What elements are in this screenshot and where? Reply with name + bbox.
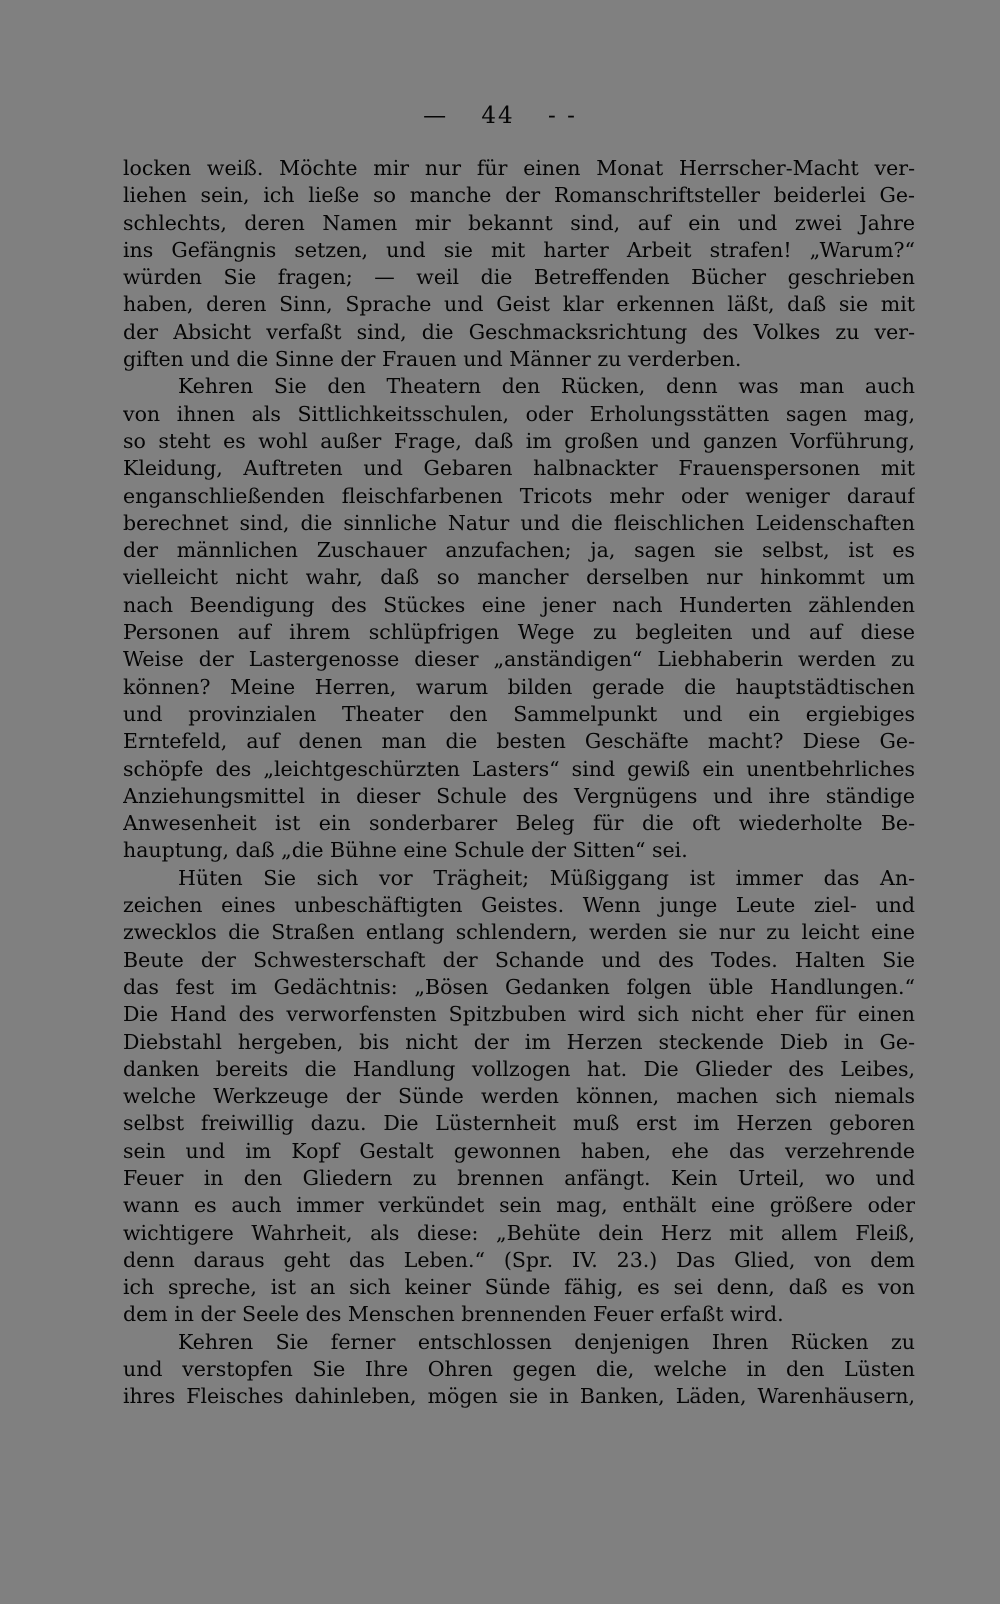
text-line: Kehren Sie ferner entschlossen denjenigen Ihren Rücken zu (178, 1329, 915, 1354)
text-line: und provinzialen Theater den Sammelpunkt und ein ergiebiges (123, 701, 915, 726)
text-line: würden Sie fragen; — weil die Betreffenden Bücher geschrieben (123, 265, 915, 290)
text-line: zeichen eines unbeschäftigten Geistes. Wenn junge Leute ziel- und (123, 893, 915, 918)
text-line: Anziehungsmittel in dieser Schule des Vergnügens und ihre ständige (123, 783, 915, 808)
body-text (123, 155, 915, 1411)
text-line: Anwesenheit ist ein sonderbarer Beleg für die oft wiederholte Be- (123, 811, 915, 836)
text-line: giften und die Sinne der Frauen und Männer zu verderben. (123, 347, 742, 372)
text-line: berechnet sind, die sinnliche Natur und die fleischlichen Leidenschaften (123, 510, 915, 535)
text-line: Erntefeld, auf denen man die besten Geschäfte macht? Diese Ge- (123, 729, 915, 754)
text-line: Hüten Sie sich vor Trägheit; Müßiggang ist immer das An- (178, 865, 915, 890)
text-line: locken weiß. Möchte mir nur für einen Monat Herrscher-Macht ver- (123, 156, 915, 180)
text-line: vielleicht nicht wahr, daß so mancher derselben nur hinkommt um (123, 565, 915, 590)
text-line: Personen auf ihrem schlüpfrigen Wege zu begleiten und auf diese (123, 620, 915, 645)
text-line: Kehren Sie den Theatern den Rücken, denn was man auch (178, 374, 915, 399)
text-line: das fest im Gedächtnis: „Bösen Gedanken folgen üble Handlungen.“ (123, 974, 915, 999)
text-line: nach Beendigung des Stückes eine jener nach Hunderten zählenden (123, 592, 915, 617)
page-header (0, 103, 1000, 129)
text-line: sein und im Kopf Gestalt gewonnen haben, ehe das verzehrende (123, 1138, 915, 1163)
text-line: selbst freiwillig dazu. Die Lüsternheit muß erst im Herzen geboren (123, 1111, 915, 1136)
text-line: von ihnen als Sittlichkeitsschulen, oder Erholungsstätten sagen mag, (123, 401, 915, 426)
text-line: können? Meine Herren, warum bilden gerade die hauptstädtischen (123, 674, 915, 699)
text-line: enganschließenden fleischfarbenen Tricots mehr oder weniger darauf (123, 483, 915, 508)
text-line: welche Werkzeuge der Sünde werden können, machen sich niemals (123, 1084, 915, 1109)
page-number: 44 (481, 103, 515, 129)
text-line: denn daraus geht das Leben.“ (Spr. IV. 23.) Das Glied, von dem (123, 1247, 915, 1272)
text-line: der Absicht verfaßt sind, die Geschmacksrichtung des Volkes zu ver- (123, 319, 915, 344)
text-line: ihres Fleisches dahinleben, mögen sie in Banken, Läden, Warenhäusern, (123, 1384, 915, 1409)
text-line: wichtigere Wahrheit, als diese: „Behüte dein Herz mit allem Fleiß, (123, 1220, 915, 1245)
text-line: Kleidung, Auftreten und Gebaren halbnackter Frauenspersonen mit (123, 456, 915, 481)
text-line: Beute der Schwesterschaft der Schande und des Todes. Halten Sie (123, 947, 915, 972)
text-line: danken bereits die Handlung vollzogen hat. Die Glieder des Leibes, (123, 1056, 915, 1081)
text-line: so steht es wohl außer Frage, daß im großen und ganzen Vorführung, (123, 428, 915, 453)
text-line: Weise der Lastergenosse dieser „anständigen“ Liebhaberin werden zu (123, 647, 915, 672)
text-line: Die Hand des verworfensten Spitzbuben wird sich nicht eher für einen (123, 1002, 915, 1027)
text-line: schöpfe des „leichtgeschürzten Lasters“ sind gewiß ein unentbehrliches (123, 756, 915, 781)
text-line: zwecklos die Straßen entlang schlendern, werden sie nur zu leicht eine (123, 920, 915, 945)
text-line: dem in der Seele des Menschen brennenden Feuer erfaßt wird. (123, 1302, 784, 1327)
text-line: Feuer in den Gliedern zu brennen anfängt. Kein Urteil, wo und (123, 1165, 915, 1190)
text-line: ins Gefängnis setzen, und sie mit harter Arbeit strafen! „Warum?“ (123, 237, 915, 262)
text-line: wann es auch immer verkündet sein mag, enthält eine größere oder (123, 1193, 915, 1218)
text-line: ich spreche, ist an sich keiner Sünde fähig, es sei denn, daß es von (123, 1275, 915, 1300)
text-line: liehen sein, ich ließe so manche der Romanschriftsteller beiderlei Ge- (123, 183, 915, 208)
header-dash-right: - - (548, 103, 577, 129)
text-line: haben, deren Sinn, Sprache und Geist klar erkennen läßt, daß sie mit (123, 292, 915, 317)
text-line: Diebstahl hergeben, bis nicht der im Herzen steckende Dieb in Ge- (123, 1029, 915, 1054)
text-line: hauptung, daß „die Bühne eine Schule der Sitten“ sei. (123, 838, 688, 863)
text-line: schlechts, deren Namen mir bekannt sind, auf ein und zwei Jahre (123, 210, 915, 235)
header-dash-left: — (423, 103, 449, 129)
text-line: der männlichen Zuschauer anzufachen; ja, sagen sie selbst, ist es (123, 538, 915, 563)
text-line: und verstopfen Sie Ihre Ohren gegen die, welche in den Lüsten (123, 1357, 915, 1382)
